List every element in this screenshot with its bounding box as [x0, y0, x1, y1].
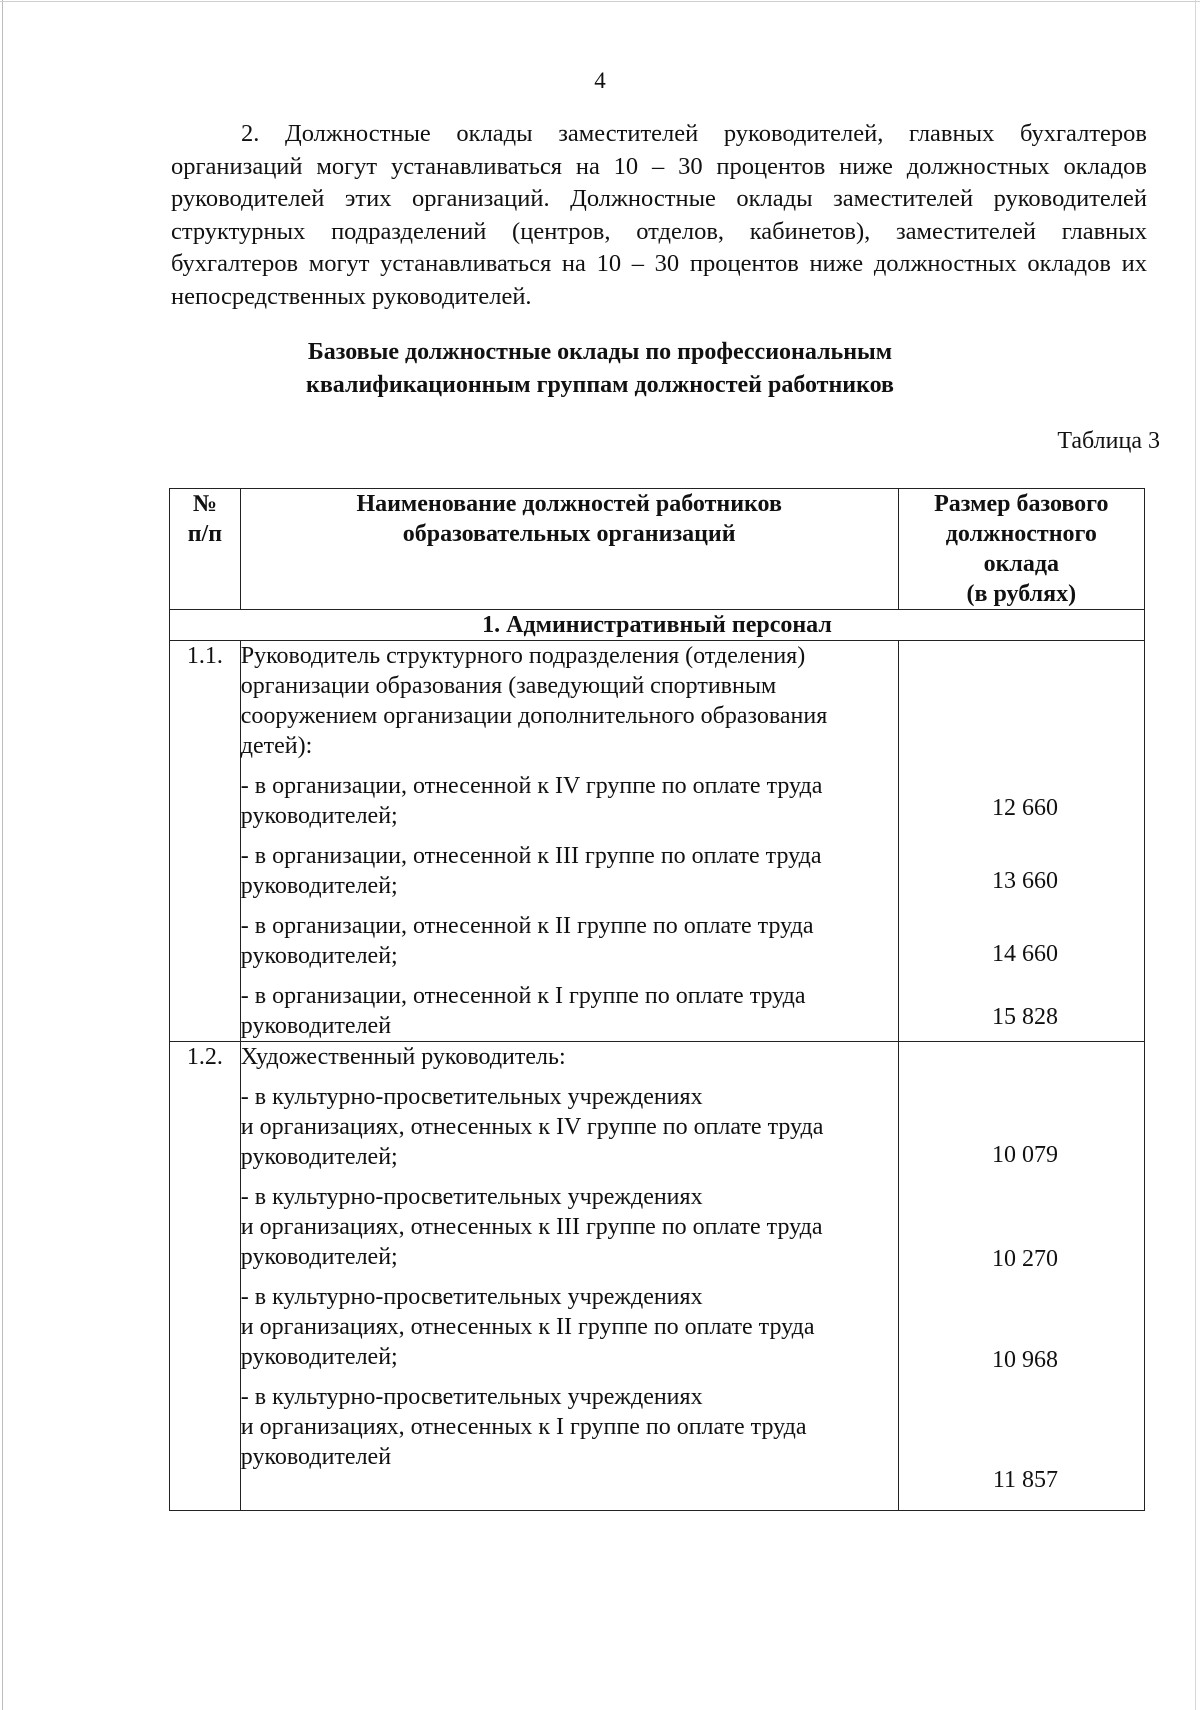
row-title: Художественный руководитель:: [240, 1044, 566, 1070]
group-title: 1. Административный персонал: [170, 610, 1145, 641]
salary-value: 13 660: [992, 868, 1058, 894]
header-number-line-2: п/п: [187, 521, 223, 547]
row-item: [241, 1282, 898, 1372]
page-edge-right: [1195, 0, 1196, 1710]
row-item: [241, 1082, 898, 1172]
salary-value: 12 660: [992, 795, 1058, 821]
table-header-row: [170, 489, 1145, 610]
row-number: 1.1.: [170, 641, 241, 1042]
row-item-line: - в культурно-просветительных учреждениях: [240, 1084, 703, 1110]
salary-value: 11 857: [992, 1467, 1058, 1493]
row-item: [241, 1382, 898, 1472]
salary-value: 10 270: [992, 1246, 1058, 1272]
row-item-line: - в культурно-просветительных учреждениях: [240, 1384, 703, 1410]
header-size-line-4: (в рублях): [966, 581, 1077, 607]
row-description: [240, 641, 898, 1042]
row-values: [898, 641, 1144, 1042]
salary-value: 10 079: [992, 1142, 1058, 1168]
table-row: [170, 641, 1145, 1042]
salary-value: 14 660: [992, 941, 1058, 967]
section-title: [0, 336, 1200, 402]
table-row: [170, 1042, 1145, 1511]
row-item-line: руководителей: [240, 1444, 392, 1470]
row-item-line: руководителей;: [240, 1344, 398, 1370]
header-name-line-2: образовательных организаций: [402, 521, 736, 547]
header-name-line-1: Наименование должностей работников: [356, 491, 782, 517]
row-item: - в организации, отнесенной к II группе по оплате труда руководителей;: [240, 913, 814, 969]
row-item-line: - в культурно-просветительных учреждениях: [240, 1184, 703, 1210]
section-title-line-1: Базовые должностные оклады по профессиональным: [307, 339, 893, 365]
row-number: 1.2.: [170, 1042, 241, 1511]
row-item-line: и организациях, отнесенных к II группе по оплате труда: [240, 1314, 815, 1340]
row-item-line: и организациях, отнесенных к IV группе по оплате труда: [240, 1114, 824, 1140]
header-size-line-1: Размер базового: [934, 491, 1109, 517]
header-number-line-1: №: [192, 491, 217, 517]
intro-paragraph: 2. Должностные оклады заместителей руководителей, главных бухгалтеров организаций могут устанавливаться на 10 – 30 процентов ниже должностных окладов руководителей этих организаций. Должностные оклады заместителей руководителей структурных подразделений (центров, отделов, кабинетов), заместителей главных бухгалтеров могут устанавливаться на 10 – 30 процентов ниже должностных окладов их непосредственных руководителей.: [171, 120, 1147, 310]
row-item-line: - в культурно-просветительных учреждениях: [240, 1284, 703, 1310]
row-item: - в организации, отнесенной к III группе по оплате труда руководителей;: [240, 843, 822, 899]
row-item-line: руководителей;: [240, 1144, 398, 1170]
header-salary-size: [898, 489, 1144, 610]
row-item-line: и организациях, отнесенных к I группе по оплате труда: [240, 1414, 807, 1440]
header-number: [170, 489, 241, 610]
row-title: Руководитель структурного подразделения (отделения) организации образования (заведующий спортивным сооружением организации дополнительного образования детей):: [240, 643, 828, 759]
row-item: [241, 1182, 898, 1272]
header-size-line-2: должностного: [945, 521, 1097, 547]
row-item: - в организации, отнесенной к I группе по оплате труда руководителей: [240, 983, 806, 1039]
header-size-line-3: оклада: [983, 551, 1060, 577]
page-edge-top: [0, 1, 1200, 2]
salary-table: [169, 488, 1145, 1511]
row-item-line: и организациях, отнесенных к III группе по оплате труда: [240, 1214, 823, 1240]
salary-value: 10 968: [992, 1347, 1058, 1373]
salary-value: 15 828: [992, 1004, 1058, 1030]
row-item-line: руководителей;: [240, 1244, 398, 1270]
header-position-name: [240, 489, 898, 610]
row-item: - в организации, отнесенной к IV группе по оплате труда руководителей;: [240, 773, 823, 829]
row-description: [240, 1042, 898, 1511]
row-values: [898, 1042, 1144, 1511]
page-number: 4: [594, 68, 606, 93]
section-title-line-2: квалификационным группам должностей работников: [306, 372, 894, 398]
page-edge-left: [2, 0, 3, 1710]
group-row-administrative: [170, 610, 1145, 641]
table-caption: Таблица 3: [1057, 428, 1160, 454]
